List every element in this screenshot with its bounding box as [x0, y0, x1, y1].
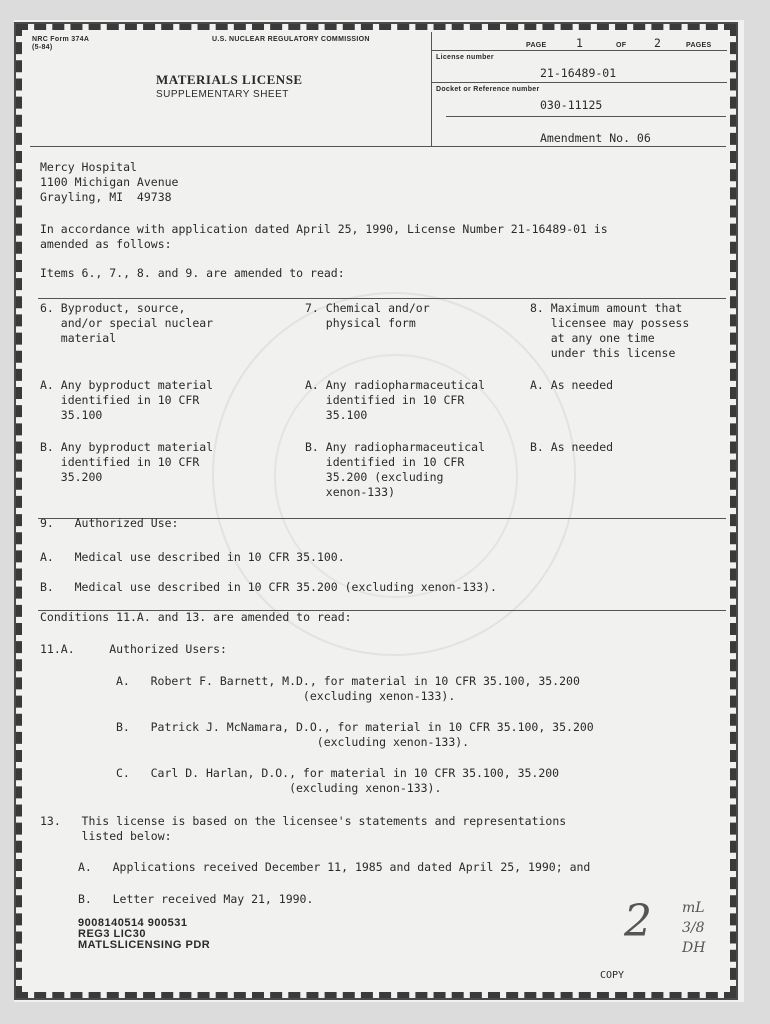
condition-13b: B. Letter received May 21, 1990. [78, 892, 314, 906]
filing-stamp-line: MATLSLICENSING PDR [78, 939, 211, 951]
row-b-material: B. Any byproduct material identified in 10 CFR 35.200 [40, 440, 214, 484]
authorized-user: B. Patrick J. McNamara, D.O., for material in 10 CFR 35.100, 35.200 (excluding xenon-133). [116, 720, 594, 749]
page-label: PAGE [526, 42, 547, 49]
conditions-heading: Conditions 11.A. and 13. are amended to read: [40, 610, 352, 624]
licensee-street: 1100 Michigan Avenue [40, 175, 179, 189]
condition-13: 13. This license is based on the licensee's statements and representations listed below: [40, 814, 567, 843]
authorized-user: A. Robert F. Barnett, M.D., for material in 10 CFR 35.100, 35.200 (excluding xenon-133). [116, 674, 580, 703]
intro-text: amended as follows: [40, 237, 172, 251]
copy-mark: COPY [600, 970, 625, 981]
header-rule [431, 82, 727, 83]
row-a-amount: A. As needed [530, 378, 614, 392]
authorized-use-heading: 9. Authorized Use: [40, 516, 179, 530]
of-label: OF [616, 42, 627, 49]
row-b-amount: B. As needed [530, 440, 614, 454]
filing-stamp-line: 9008140514 900531 [78, 917, 188, 929]
handwritten-initials: mL 3/8 DH [682, 900, 706, 956]
header-rule [431, 50, 727, 51]
filing-stamp-line: REG3 LIC30 [78, 928, 146, 940]
column-header-8: 8. Maximum amount that licensee may possess at any one time under this license [530, 301, 690, 360]
authorized-use-a: A. Medical use described in 10 CFR 35.100. [40, 550, 345, 564]
docket-number: 030-11125 [540, 98, 603, 112]
pages-label: PAGES [686, 42, 712, 49]
document-subtitle: SUPPLEMENTARY SHEET [156, 89, 289, 100]
condition-13a: A. Applications received December 11, 1985 and dated April 25, 1990; and [78, 860, 591, 874]
form-date: (5-84) [32, 44, 53, 51]
license-number: 21-16489-01 [540, 66, 617, 80]
column-header-6: 6. Byproduct, source, and/or special nuclear material [40, 301, 214, 345]
table-rule [38, 298, 726, 299]
license-number-label: License number [436, 54, 494, 61]
column-header-7: 7. Chemical and/or physical form [305, 301, 430, 330]
document-title: MATERIALS LICENSE [156, 72, 303, 87]
authorized-user: C. Carl D. Harlan, D.O., for material in 10 CFR 35.100, 35.200 (excluding xenon-133). [116, 766, 560, 795]
condition-11a-heading: 11.A. Authorized Users: [40, 642, 227, 656]
handwritten-number: 2 [624, 896, 652, 947]
agency-name: U.S. NUCLEAR REGULATORY COMMISSION [212, 36, 370, 43]
form-number: NRC Form 374A [32, 36, 90, 43]
row-b-form: B. Any radiopharmaceutical identified in 10 CFR 35.200 (excluding xenon-133) [305, 440, 486, 499]
page-total: 2 [654, 36, 661, 50]
row-a-material: A. Any byproduct material identified in 10 CFR 35.100 [40, 378, 214, 422]
docket-label: Docket or Reference number [436, 86, 540, 93]
row-a-form: A. Any radiopharmaceutical identified in 10 CFR 35.100 [305, 378, 486, 422]
intro-text: In accordance with application dated April 25, 1990, License Number 21-16489-01 is [40, 222, 608, 236]
licensee-name: Mercy Hospital [40, 160, 137, 174]
header-bottom-rule [30, 146, 726, 147]
items-amended: Items 6., 7., 8. and 9. are amended to read: [40, 266, 345, 280]
amendment-number: Amendment No. 06 [540, 131, 651, 145]
page-number: 1 [576, 36, 583, 50]
header-rule [446, 116, 726, 117]
licensee-city: Grayling, MI 49738 [40, 190, 172, 204]
authorized-use-b: B. Medical use described in 10 CFR 35.200 (excluding xenon-133). [40, 580, 497, 594]
